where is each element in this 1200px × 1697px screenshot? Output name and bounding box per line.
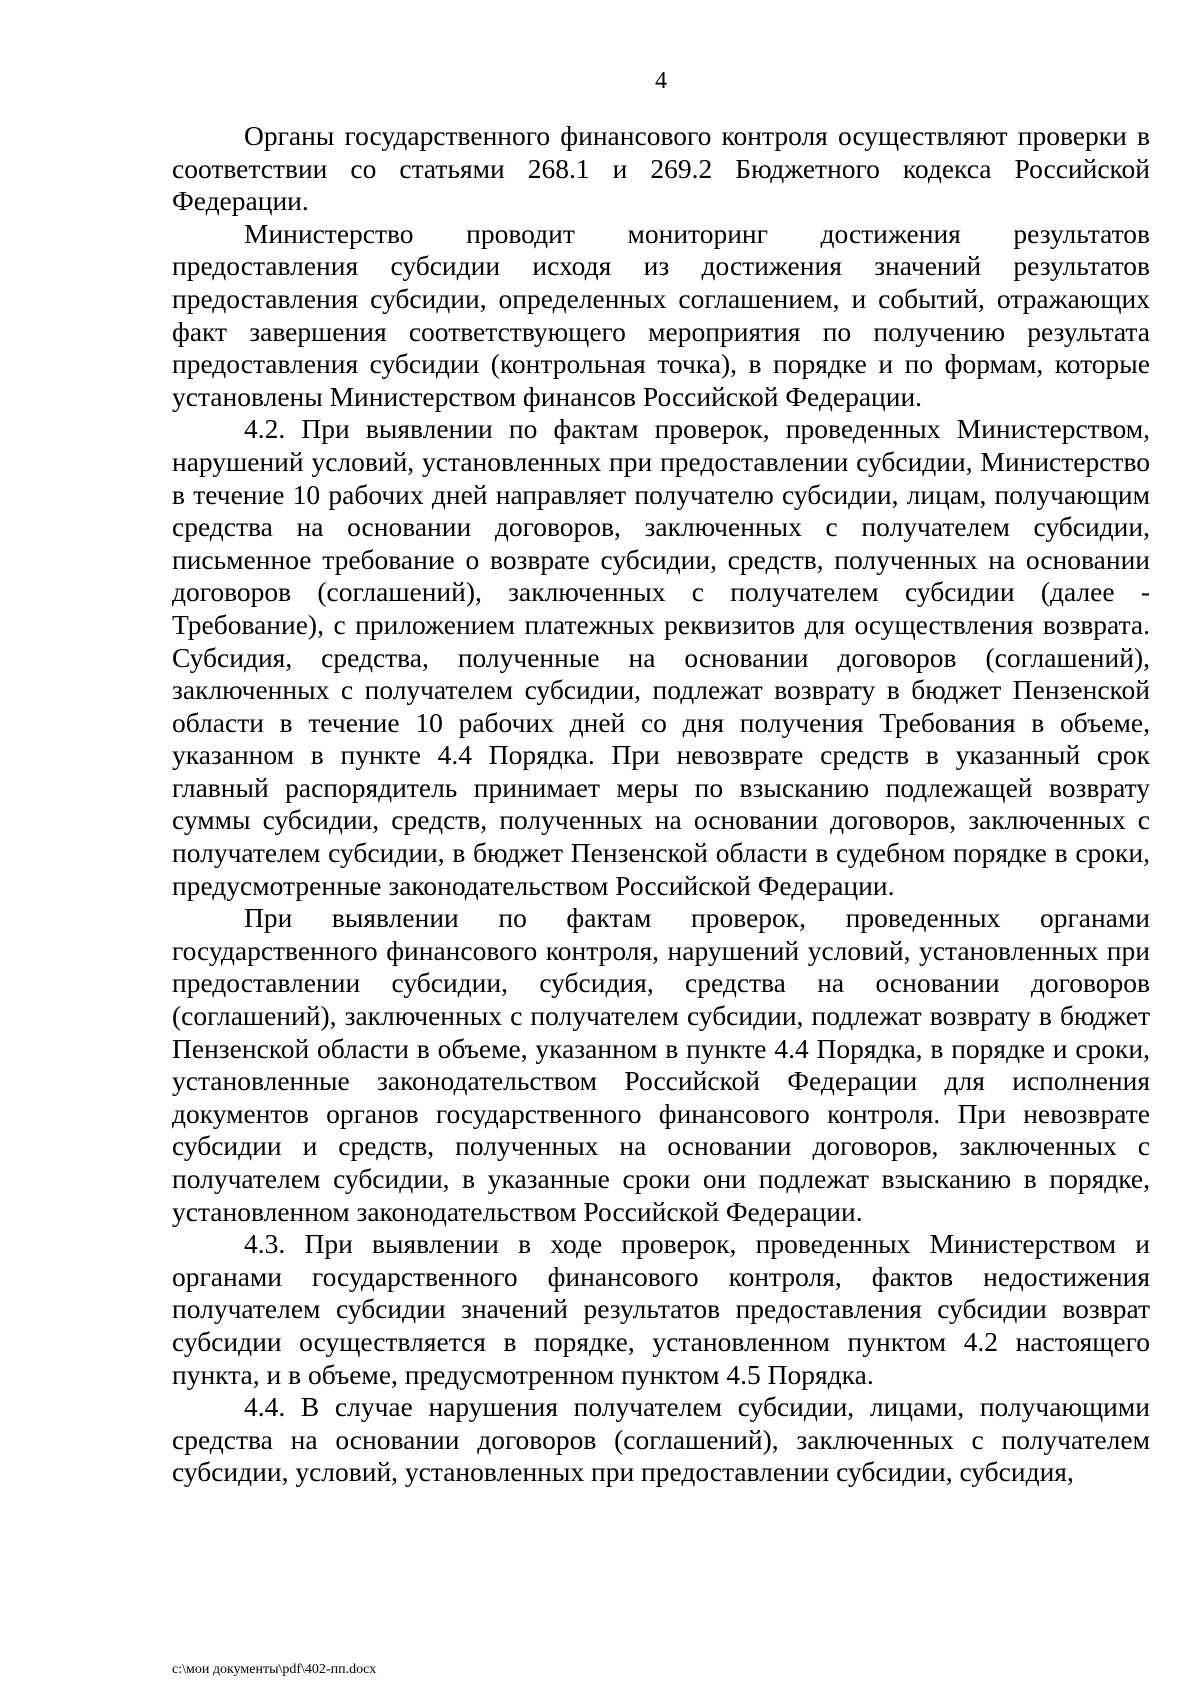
footer-file-path: c:\мои документы\pdf\402-пп.docx <box>172 1662 377 1677</box>
paragraph: Министерство проводит мониторинг достижения результатов предоставления субсидии исходя из достижения значений результатов предоставления субсидии, определенных соглашением, и событий, отражающих факт завершения соответствующего мероприятия по получению результата предоставления субсидии (контрольная точка), в порядке и по формам, которые установлены Министерством финансов Российской Федерации. <box>172 217 1150 412</box>
paragraph: При выявлении по фактам проверок, проведенных органами государственного финансового контроля, нарушений условий, установленных при предоставлении субсидии, субсидия, средства на основании договоров (соглашений), заключенных с получателем субсидии, подлежат возврату в бюджет Пензенской области в объеме, указанном в пункте 4.4 Порядка, в порядке и сроки, установленные законодательством Российской Федерации для исполнения документов органов государственного финансового контроля. При невозврате субсидии и средств, полученных на основании договоров, заключенных с получателем субсидии, в указанные сроки они подлежат взысканию в порядке, установленном законодательством Российской Федерации. <box>172 902 1150 1227</box>
paragraph: 4.4. В случае нарушения получателем субсидии, лицами, получающими средства на основании договоров (соглашений), заключенных с получателем субсидии, условий, установленных при предоставлении субсидии, субсидия, <box>172 1391 1150 1488</box>
paragraph: 4.3. При выявлении в ходе проверок, проведенных Министерством и органами государственного финансового контроля, фактов недостижения получателем субсидии значений результатов предоставления субсидии возврат субсидии осуществляется в порядке, установленном пунктом 4.2 настоящего пункта, и в объеме, предусмотренном пунктом 4.5 Порядка. <box>172 1228 1150 1390</box>
document-body <box>172 120 1150 1489</box>
page-number: 4 <box>655 68 667 94</box>
paragraph: 4.2. При выявлении по фактам проверок, проведенных Министерством, нарушений условий, установленных при предоставлении субсидии, Министерство в течение 10 рабочих дней направляет получателю субсидии, лицам, получающим средства на основании договоров, заключенных с получателем субсидии, письменное требование о возврате субсидии, средств, полученных на основании договоров (соглашений), заключенных с получателем субсидии (далее - Требование), с приложением платежных реквизитов для осуществления возврата. Субсидия, средства, полученные на основании договоров (соглашений), заключенных с получателем субсидии, подлежат возврату в бюджет Пензенской области в течение 10 рабочих дней со дня получения Требования в объеме, указанном в пункте 4.4 Порядка. При невозврате средств в указанный срок главный распорядитель принимает меры по взысканию подлежащей возврату суммы субсидии, средств, полученных на основании договоров, заключенных с получателем субсидии, в бюджет Пензенской области в судебном порядке в сроки, предусмотренные законодательством Российской Федерации. <box>172 413 1150 901</box>
paragraph: Органы государственного финансового контроля осуществляют проверки в соответствии со статьями 268.1 и 269.2 Бюджетного кодекса Российской Федерации. <box>172 120 1150 217</box>
